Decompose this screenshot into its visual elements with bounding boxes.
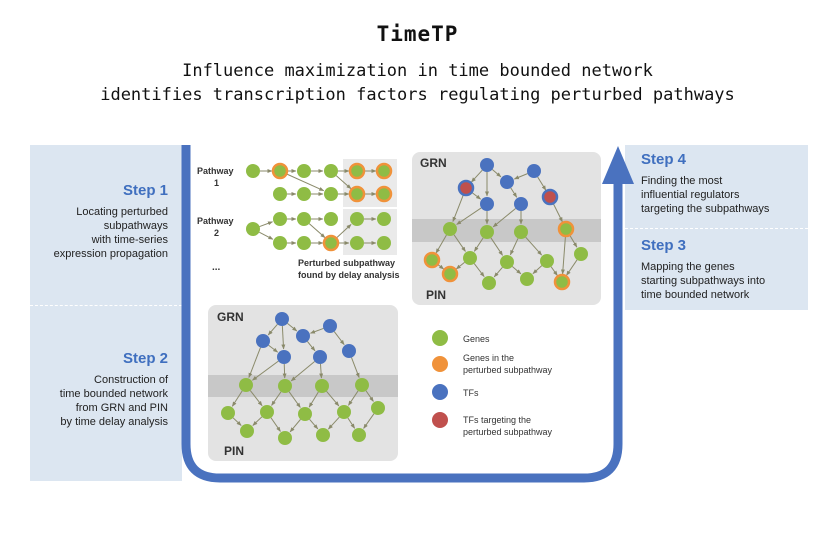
tf-node <box>514 197 528 211</box>
step-1-line: with time-series <box>91 234 168 246</box>
pin-top-label: PIN <box>426 288 447 302</box>
gene-node <box>377 236 391 250</box>
gene-node <box>540 254 554 268</box>
tf-node <box>342 344 356 358</box>
tf-node <box>500 175 514 189</box>
step-1-title: Step 1 <box>122 182 168 199</box>
step-3-line: Mapping the genes <box>641 261 735 273</box>
subpathway-caption-1: Perturbed subpathway <box>298 258 396 268</box>
diagram-title: TimeTP <box>376 22 459 46</box>
gene-node <box>297 212 311 226</box>
step-1-line: subpathways <box>103 220 168 232</box>
gene-node <box>273 212 287 226</box>
tf-node <box>296 329 310 343</box>
legend-perturbed-genes-label-2: perturbed subpathway <box>463 365 553 375</box>
perturbed-gene-node <box>324 236 338 250</box>
gene-node <box>297 187 311 201</box>
gene-node <box>480 225 494 239</box>
pin-bottom-label: PIN <box>224 444 245 458</box>
gene-node <box>260 405 274 419</box>
gene-node <box>520 272 534 286</box>
gene-node <box>463 251 477 265</box>
step-4-title: Step 4 <box>641 151 687 168</box>
gene-node <box>574 247 588 261</box>
step-2-line: from GRN and PIN <box>75 402 168 414</box>
tf-node <box>480 158 494 172</box>
network-edge <box>260 222 273 227</box>
perturbed-gene-node <box>425 253 439 267</box>
legend-perturbed-genes-label-1: Genes in the <box>463 353 515 363</box>
gene-node <box>278 431 292 445</box>
gene-node <box>514 225 528 239</box>
tf-node <box>323 319 337 333</box>
legend <box>432 330 553 437</box>
step-2-line: Construction of <box>94 374 168 386</box>
step-3-line: time bounded network <box>641 289 750 301</box>
legend-genes-label: Genes <box>463 334 490 344</box>
pathway-ellipsis: ... <box>212 262 221 273</box>
gene-node <box>316 428 330 442</box>
step-1-line: expression propagation <box>53 248 168 260</box>
gene-node <box>350 236 364 250</box>
perturbed-gene-node <box>350 164 364 178</box>
legend-genes-swatch <box>432 330 448 346</box>
gene-node <box>352 428 366 442</box>
perturbed-gene-node <box>443 267 457 281</box>
tf-node <box>256 334 270 348</box>
legend-tfs-label: TFs <box>463 388 479 398</box>
legend-tf-targets-label-2: perturbed subpathway <box>463 427 553 437</box>
gene-node <box>315 379 329 393</box>
subpathway-caption-2: found by delay analysis <box>298 270 400 280</box>
flow-arrowhead <box>602 146 634 184</box>
step-4-line: influential regulators <box>641 189 740 201</box>
gene-node <box>240 424 254 438</box>
legend-tf-targets-label-1: TFs targeting the <box>463 415 532 425</box>
tf-node <box>313 350 327 364</box>
tf-node <box>480 197 494 211</box>
perturbed-gene-node <box>555 275 569 289</box>
step-2-line: by time delay analysis <box>60 416 168 428</box>
bottom-pin-band <box>208 375 398 397</box>
subtitle-line-2: identifies transcription factors regulating perturbed pathways <box>100 85 735 105</box>
gene-node <box>377 212 391 226</box>
pathway-1-number: 1 <box>214 178 220 188</box>
tf-target-node <box>543 190 557 204</box>
step-1-line: Locating perturbed <box>76 206 168 218</box>
legend-tfs-swatch <box>432 384 448 400</box>
tf-node <box>277 350 291 364</box>
gene-node <box>239 378 253 392</box>
gene-node <box>371 401 385 415</box>
network-edge <box>259 232 273 239</box>
tf-target-node <box>459 181 473 195</box>
tf-node <box>275 312 289 326</box>
legend-perturbed-genes-swatch <box>432 356 448 372</box>
network-edge <box>309 224 325 238</box>
subtitle-line-1: Influence maximization in time bounded network <box>182 61 653 81</box>
gene-node <box>297 164 311 178</box>
gene-node <box>324 212 338 226</box>
gene-node <box>273 236 287 250</box>
step-2-title: Step 2 <box>122 350 168 367</box>
pathway-2-number: 2 <box>214 228 220 238</box>
gene-node <box>500 255 514 269</box>
gene-node <box>297 236 311 250</box>
perturbed-gene-node <box>273 164 287 178</box>
step-3-title: Step 3 <box>641 237 687 254</box>
grn-bottom-label: GRN <box>217 310 244 324</box>
gene-node <box>246 164 260 178</box>
step-3-line: starting subpathways into <box>641 275 766 287</box>
perturbed-gene-node <box>377 164 391 178</box>
gene-node <box>337 405 351 419</box>
gene-node <box>278 379 292 393</box>
gene-node <box>350 212 364 226</box>
step-4-line: Finding the most <box>641 175 723 187</box>
step-4-line: targeting the subpathways <box>641 203 770 215</box>
perturbed-gene-node <box>350 187 364 201</box>
tf-node <box>527 164 541 178</box>
gene-node <box>246 222 260 236</box>
gene-node <box>355 378 369 392</box>
perturbed-gene-node <box>377 187 391 201</box>
perturbed-gene-node <box>559 222 573 236</box>
step-2-line: time bounded network <box>59 388 168 400</box>
pathway-2-label: Pathway <box>197 216 234 226</box>
grn-top-label: GRN <box>420 156 447 170</box>
gene-node <box>443 222 457 236</box>
gene-node <box>298 407 312 421</box>
gene-node <box>221 406 235 420</box>
gene-node <box>482 276 496 290</box>
legend-tf-targets-swatch <box>432 412 448 428</box>
pathway-1-label: Pathway <box>197 166 234 176</box>
gene-node <box>273 187 287 201</box>
gene-node <box>324 164 338 178</box>
gene-node <box>324 187 338 201</box>
